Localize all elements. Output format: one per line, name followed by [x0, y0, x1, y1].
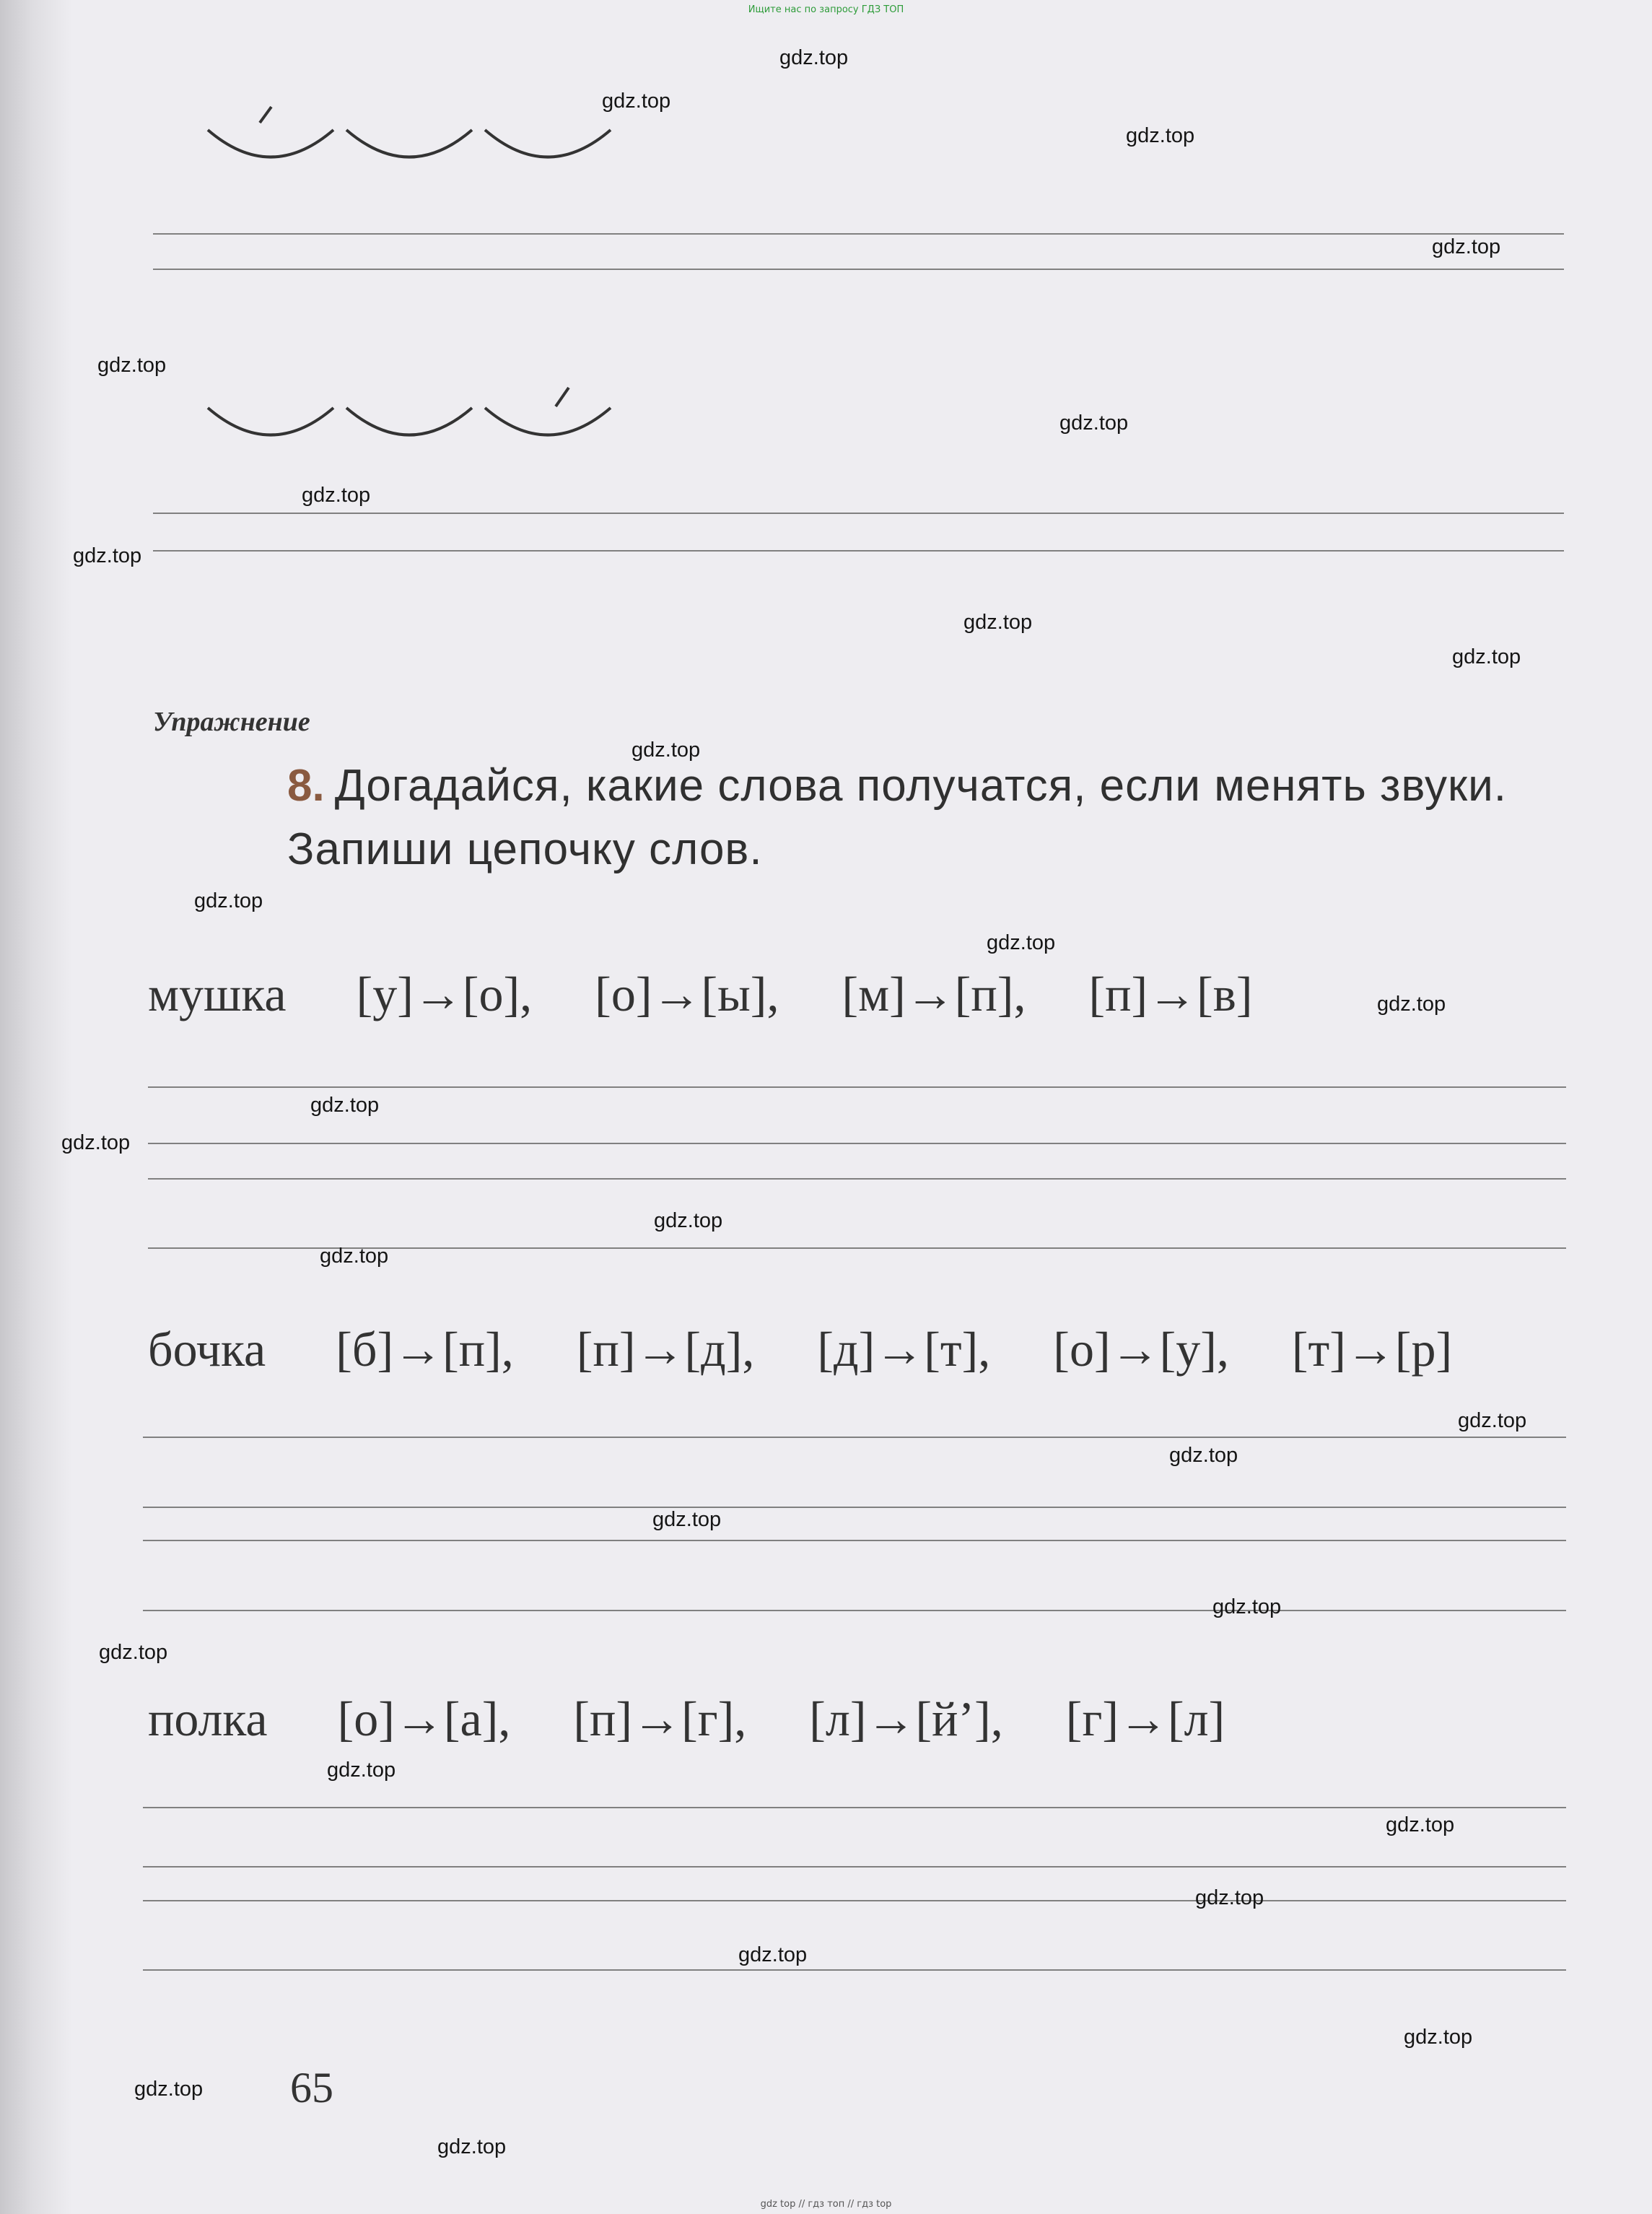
syllable-arc — [208, 408, 333, 435]
watermark: gdz.top — [61, 1131, 131, 1154]
top-banner[interactable]: Ищите нас по запросу ГДЗ ТОП — [748, 4, 904, 15]
watermark: gdz.top — [652, 1508, 722, 1531]
chain-word: бочка — [148, 1322, 266, 1377]
syllable-arc — [346, 408, 472, 435]
bottom-banner[interactable]: gdz top // гдз топ // гдз top — [760, 2199, 892, 2210]
syllable-scheme-1 — [202, 101, 635, 173]
writing-line — [148, 1086, 1566, 1088]
writing-line — [143, 1900, 1566, 1901]
chain-row-1 — [148, 966, 1303, 1023]
watermark: gdz.top — [631, 738, 701, 762]
sound-change: [п]→[г], — [573, 1691, 747, 1746]
sound-change: [у]→[о], — [356, 967, 533, 1021]
stress-mark — [556, 388, 569, 406]
watermark: gdz.top — [738, 1943, 808, 1966]
watermark: gdz.top — [97, 354, 167, 377]
writing-line — [153, 550, 1564, 552]
watermark: gdz.top — [602, 90, 671, 113]
writing-line — [153, 233, 1564, 235]
watermark: gdz.top — [1404, 2026, 1473, 2049]
chain-word: полка — [148, 1691, 268, 1746]
writing-line — [143, 1437, 1566, 1438]
chain-row-3 — [148, 1691, 1275, 1748]
sound-change: [п]→[д], — [576, 1322, 755, 1377]
writing-line — [143, 1610, 1566, 1611]
sound-change: [г]→[л] — [1065, 1691, 1225, 1746]
watermark: gdz.top — [779, 46, 849, 69]
watermark: gdz.top — [1169, 1444, 1238, 1467]
syllable-arc — [208, 130, 333, 157]
task-statement — [287, 754, 1572, 881]
syllable-scheme-2 — [202, 379, 635, 451]
chain-word: мушка — [148, 967, 287, 1021]
watermark: gdz.top — [1377, 993, 1446, 1016]
watermark: gdz.top — [302, 484, 371, 507]
sound-change: [о]→[у], — [1053, 1322, 1229, 1377]
sound-change: [л]→[й’], — [809, 1691, 1003, 1746]
writing-line — [143, 1969, 1566, 1971]
watermark: gdz.top — [99, 1641, 168, 1664]
watermark: gdz.top — [1212, 1595, 1282, 1618]
writing-line — [148, 1143, 1566, 1144]
writing-line — [153, 513, 1564, 514]
writing-line — [143, 1540, 1566, 1541]
syllable-arc — [346, 130, 472, 157]
watermark: gdz.top — [654, 1209, 723, 1232]
sound-change: [т]→[р] — [1291, 1322, 1453, 1377]
watermark: gdz.top — [327, 1758, 396, 1782]
page-number: 65 — [290, 2064, 333, 2111]
watermark: gdz.top — [1059, 411, 1129, 435]
watermark: gdz.top — [134, 2078, 204, 2101]
syllable-arc — [485, 408, 611, 435]
sound-change: [о]→[ы], — [595, 967, 779, 1021]
watermark: gdz.top — [194, 889, 263, 912]
watermark: gdz.top — [1195, 1886, 1264, 1909]
watermark: gdz.top — [1432, 235, 1501, 258]
writing-line — [153, 269, 1564, 270]
writing-line — [143, 1507, 1566, 1508]
writing-line — [143, 1807, 1566, 1808]
book-spine-shadow — [0, 0, 72, 2214]
watermark: gdz.top — [987, 931, 1056, 954]
sound-change: [о]→[а], — [337, 1691, 511, 1746]
watermark: gdz.top — [1126, 124, 1195, 147]
watermark: gdz.top — [963, 611, 1033, 634]
watermark: gdz.top — [1452, 645, 1521, 668]
sound-change: [п]→[в] — [1088, 967, 1253, 1021]
stress-mark — [260, 107, 271, 123]
section-label: Упражнение — [153, 707, 310, 737]
watermark: gdz.top — [310, 1094, 380, 1117]
writing-line — [148, 1178, 1566, 1180]
watermark: gdz.top — [320, 1245, 389, 1268]
sound-change: [б]→[п], — [336, 1322, 514, 1377]
watermark: gdz.top — [1458, 1409, 1527, 1432]
watermark: gdz.top — [1386, 1813, 1455, 1836]
sound-change: [д]→[т], — [817, 1322, 991, 1377]
task-text: Догадайся, какие слова получатся, если менять звуки. Запиши цепочку слов. — [287, 761, 1508, 874]
watermark: gdz.top — [437, 2135, 507, 2158]
chain-row-2 — [148, 1321, 1503, 1378]
syllable-arc — [485, 130, 611, 157]
sound-change: [м]→[п], — [842, 967, 1026, 1021]
task-number: 8. — [287, 761, 325, 811]
watermark: gdz.top — [73, 544, 142, 567]
writing-line — [143, 1866, 1566, 1867]
